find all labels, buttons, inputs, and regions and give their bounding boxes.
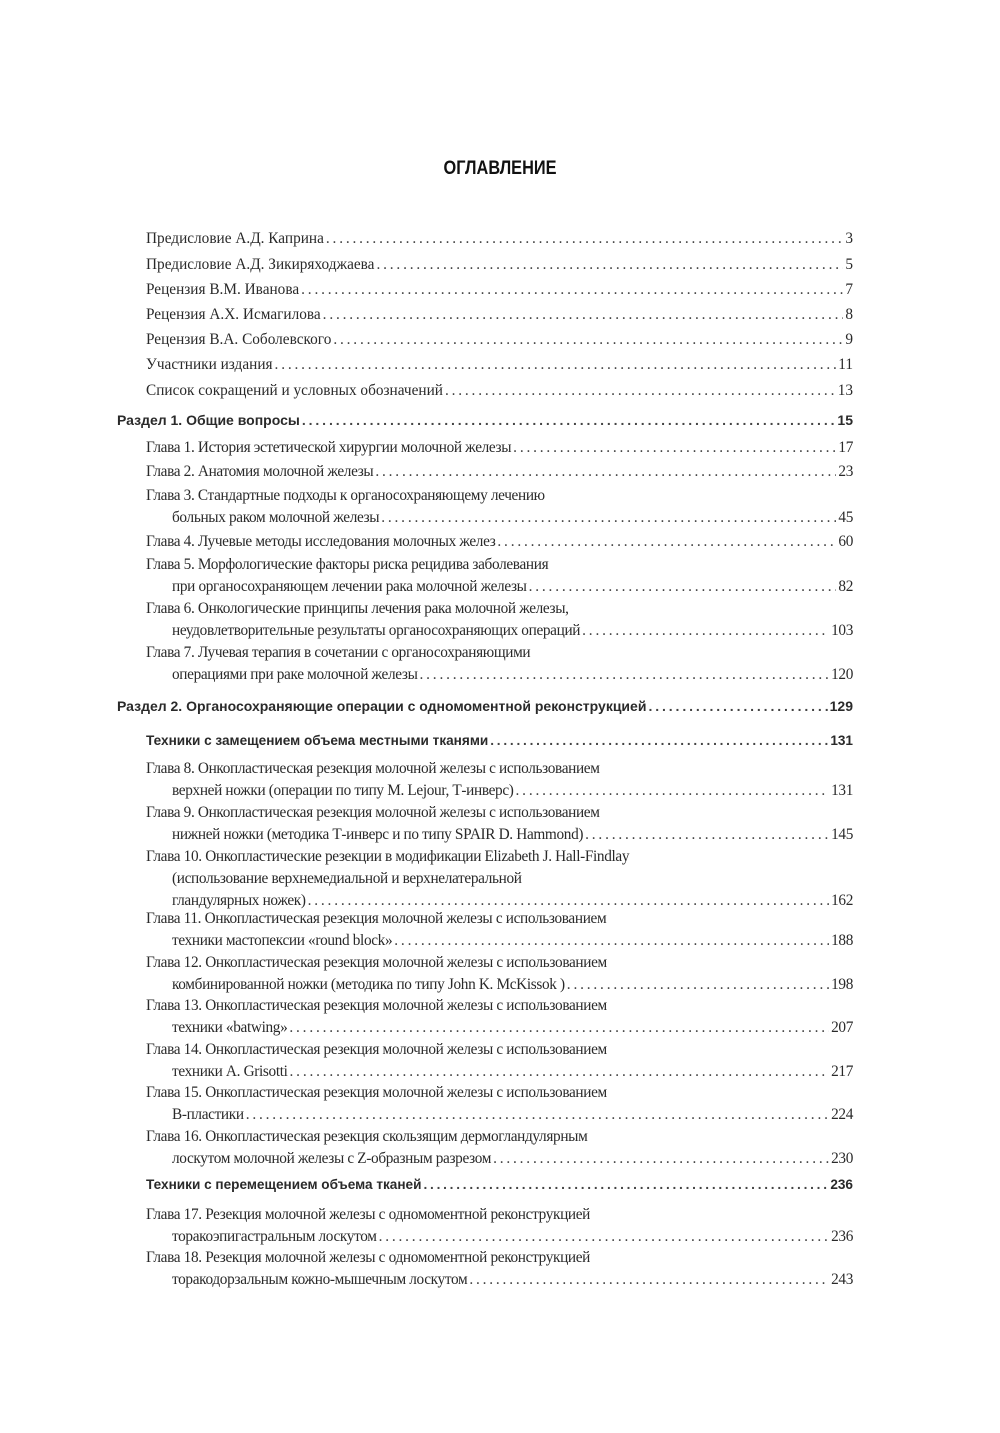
page-number: 236 [830,1177,853,1192]
toc-entry-text: больных раком молочной железы [172,509,380,526]
toc-line [146,354,853,376]
toc-line [146,1174,853,1196]
toc-front-matter-item[interactable] [146,329,853,351]
dot-leader [302,409,836,431]
page-title: ОГЛАВЛЕНИЕ [443,158,557,179]
toc-line [146,380,853,402]
toc-line [146,1148,853,1170]
toc-line [146,868,853,890]
toc-entry-text: Глава 15. Онкопластическая резекция молочной железы с использованием [146,1084,607,1101]
toc-entry-text: техники A. Grisotti [172,1063,288,1080]
toc-line [146,485,853,507]
toc-front-matter-item[interactable] [146,279,853,301]
dot-leader [493,1148,829,1170]
dot-leader [529,576,837,598]
dot-leader [445,380,836,402]
toc-line [146,952,853,974]
toc-entry-text: Рецензия В.А. Соболевского [146,331,332,348]
toc-front-matter-item[interactable] [146,380,853,402]
toc-line [146,802,853,824]
toc-entry-text: неудовлетворительные результаты органосохраняющих операций [172,622,581,639]
dot-leader [567,974,829,996]
page-number: 11 [838,356,853,373]
toc-entry-text: Глава 10. Онкопластические резекции в модификации Elizabeth J. Hall-Findlay [146,848,630,865]
page-number: 7 [845,281,853,298]
toc-entry-text: Техники с замещением объема местными тканями [146,733,489,748]
toc-entry-text: Глава 17. Резекция молочной железы с одномоментной реконструкцией [146,1206,591,1223]
page-number: 82 [838,578,853,595]
dot-leader [582,620,829,642]
toc-entry-text: верхней ножки (операции по типу M. Lejour, Т-инверс) [172,782,514,799]
toc-line [146,824,853,846]
toc-line [146,554,853,576]
toc-entry-text: Рецензия А.Х. Исмагилова [146,306,321,323]
toc-front-matter-item[interactable] [146,228,853,250]
page-number: 23 [838,463,853,480]
page-number: 9 [845,331,853,348]
toc-entry-text: Глава 13. Онкопластическая резекция молочной железы с использованием [146,997,607,1014]
toc-line [146,930,853,952]
toc-line [146,730,853,752]
toc-line [146,228,853,250]
dot-leader [301,279,843,301]
toc-chapter[interactable] [146,802,853,846]
toc-entry-text: торакодорзальным кожно-мышечным лоскутом [172,1271,468,1288]
toc-line [117,409,853,431]
toc-entry-text: Список сокращений и условных обозначений [146,382,443,399]
page-number: 224 [831,1106,853,1123]
page-number: 145 [831,826,853,843]
toc-entry-text: Глава 18. Резекция молочной железы с одномоментной реконструкцией [146,1249,591,1266]
toc-line [146,576,853,598]
toc-line [146,1269,853,1291]
page-number: 188 [831,932,853,949]
toc-entry-text: Глава 6. Онкологические принципы лечения рака молочной железы, [146,600,569,617]
toc-line [146,642,853,664]
toc-entry-text: Глава 1. История эстетической хирургии молочной железы [146,439,512,456]
toc-chapter[interactable] [146,437,853,459]
toc-entry-text: Глава 11. Онкопластическая резекция молочной железы с использованием [146,910,607,927]
page-number: 15 [837,412,853,428]
toc-chapter[interactable] [146,598,853,642]
toc-chapter[interactable] [146,1247,853,1291]
toc-entry-text: Глава 14. Онкопластическая резекция молочной железы с использованием [146,1041,607,1058]
toc-line [146,507,853,529]
toc-line [146,974,853,996]
toc-line [146,1126,853,1148]
dot-leader [648,695,827,717]
toc-chapter[interactable] [146,1082,853,1126]
toc-line [146,279,853,301]
toc-front-matter-item[interactable] [146,354,853,376]
toc-line [146,598,853,620]
dot-leader [379,1226,830,1248]
toc-entry-text: операциями при раке молочной железы [172,666,418,683]
page-number: 3 [845,230,853,247]
toc-line [146,531,853,553]
dot-leader [490,730,828,752]
toc-entry-text: нижней ножки (методика Т-инверс и по типу SPAIR D. Hammond) [172,826,584,843]
toc-line [146,1039,853,1061]
toc-chapter[interactable] [146,485,853,529]
toc-entry-text: техники «batwing» [172,1019,288,1036]
page-number: 131 [831,782,853,799]
toc-front-matter-item[interactable] [146,304,853,326]
toc-chapter[interactable] [146,846,853,912]
toc-line [146,304,853,326]
page-number: 129 [829,698,853,714]
toc-chapter[interactable] [146,1204,853,1248]
toc-line [117,695,853,717]
dot-leader [469,1269,829,1291]
toc-chapter[interactable] [146,908,853,952]
toc-chapter[interactable] [146,758,853,802]
toc-line [146,1061,853,1083]
toc-chapter[interactable] [146,952,853,996]
toc-entry-text: Глава 2. Анатомия молочной железы [146,463,374,480]
page-number: 198 [831,976,853,993]
page-number: 120 [831,666,853,683]
toc-entry-text: Рецензия В.М. Иванова [146,281,300,298]
dot-leader [375,461,836,483]
toc-line [146,995,853,1017]
toc-line [146,1104,853,1126]
page-number: 162 [831,892,853,909]
page-number: 236 [831,1228,853,1245]
toc-line [146,758,853,780]
toc-entry-text: гландулярных ножек) [172,892,306,909]
toc-entry-text: Раздел 2. Органосохраняющие операции с одномоментной реконструкцией [117,698,647,714]
page-number: 60 [838,533,853,550]
dot-leader [275,354,837,376]
page-number: 217 [831,1063,853,1080]
toc-line [146,620,853,642]
page-number: 230 [831,1150,853,1167]
toc-line [146,1226,853,1248]
toc-entry-text: В-пластики [172,1106,244,1123]
page-number: 45 [838,509,853,526]
toc-line [146,461,853,483]
toc-entry-text: Глава 5. Морфологические факторы риска рецидива заболевания [146,556,549,573]
toc-subsection[interactable] [146,1174,853,1196]
toc-entry-text: Глава 9. Онкопластическая резекция молочной железы с использованием [146,804,600,821]
page-number: 103 [831,622,853,639]
toc-line [146,908,853,930]
toc-entry-text: техники мастопексии «round block» [172,932,393,949]
dot-leader [289,1017,829,1039]
toc-entry-text: Предисловие А.Д. Каприна [146,230,324,247]
toc-line [146,1204,853,1226]
toc-entry-text: Глава 7. Лучевая терапия в сочетании с органосохраняющими [146,644,531,661]
toc-line [146,1017,853,1039]
toc-entry-text: при органосохраняющем лечении рака молочной железы [172,578,527,595]
toc-entry-text: Глава 16. Онкопластическая резекция скользящим дермогландулярным [146,1128,588,1145]
dot-leader [333,329,843,351]
dot-leader [423,1174,828,1196]
toc-subsection[interactable] [146,730,853,752]
toc-entry-text: Глава 3. Стандартные подходы к органосохраняющему лечению [146,487,545,504]
toc-entry-text: торакоэпигастральным лоскутом [172,1228,377,1245]
toc-line [146,437,853,459]
dot-leader [381,507,836,529]
toc-line [146,1247,853,1269]
toc-section-2[interactable] [117,695,853,717]
dot-leader [376,254,843,276]
page-number: 5 [845,256,853,273]
dot-leader [290,1061,830,1083]
dot-leader [246,1104,829,1126]
dot-leader [497,531,836,553]
toc-entry-text: Глава 8. Онкопластическая резекция молочной железы с использованием [146,760,600,777]
page-number: 207 [831,1019,853,1036]
toc-line [146,1082,853,1104]
toc-chapter[interactable] [146,461,853,483]
dot-leader [394,930,829,952]
toc-entry-text: Техники с перемещением объема тканей [146,1177,422,1192]
toc-line [146,329,853,351]
toc-chapter[interactable] [146,642,853,686]
page-number: 131 [830,733,853,748]
dot-leader [326,228,843,250]
dot-leader [420,664,830,686]
dot-leader [513,437,836,459]
toc-entry-text: Предисловие А.Д. Зикиряходжаева [146,256,375,273]
toc-chapter[interactable] [146,1039,853,1083]
dot-leader [516,780,830,802]
toc-line [146,846,853,868]
toc-section-1[interactable] [117,409,853,431]
toc-line [146,780,853,802]
toc-entry-text: Раздел 1. Общие вопросы [117,412,300,428]
toc-entry-text: лоскутом молочной железы с Z-образным разрезом [172,1150,492,1167]
toc-entry-text: Глава 12. Онкопластическая резекция молочной железы с использованием [146,954,607,971]
toc-line [146,254,853,276]
toc-front-matter-item[interactable] [146,254,853,276]
toc-chapter[interactable] [146,1126,853,1170]
page-number: 17 [838,439,853,456]
toc-chapter[interactable] [146,995,853,1039]
toc-entry-text: (использование верхнемедиальной и верхнелатеральной [172,870,522,887]
toc-entry-text: комбинированной ножки (методика по типу John K. McKissok ) [172,976,565,993]
page-number: 243 [831,1271,853,1288]
toc-entry-text: Участники издания [146,356,273,373]
dot-leader [323,304,844,326]
dot-leader [585,824,829,846]
page-number: 8 [845,306,853,323]
toc-line [146,664,853,686]
toc-chapter[interactable] [146,531,853,553]
page-number: 13 [837,382,853,399]
toc-entry-text: Глава 4. Лучевые методы исследования молочных желез [146,533,496,550]
toc-chapter[interactable] [146,554,853,598]
